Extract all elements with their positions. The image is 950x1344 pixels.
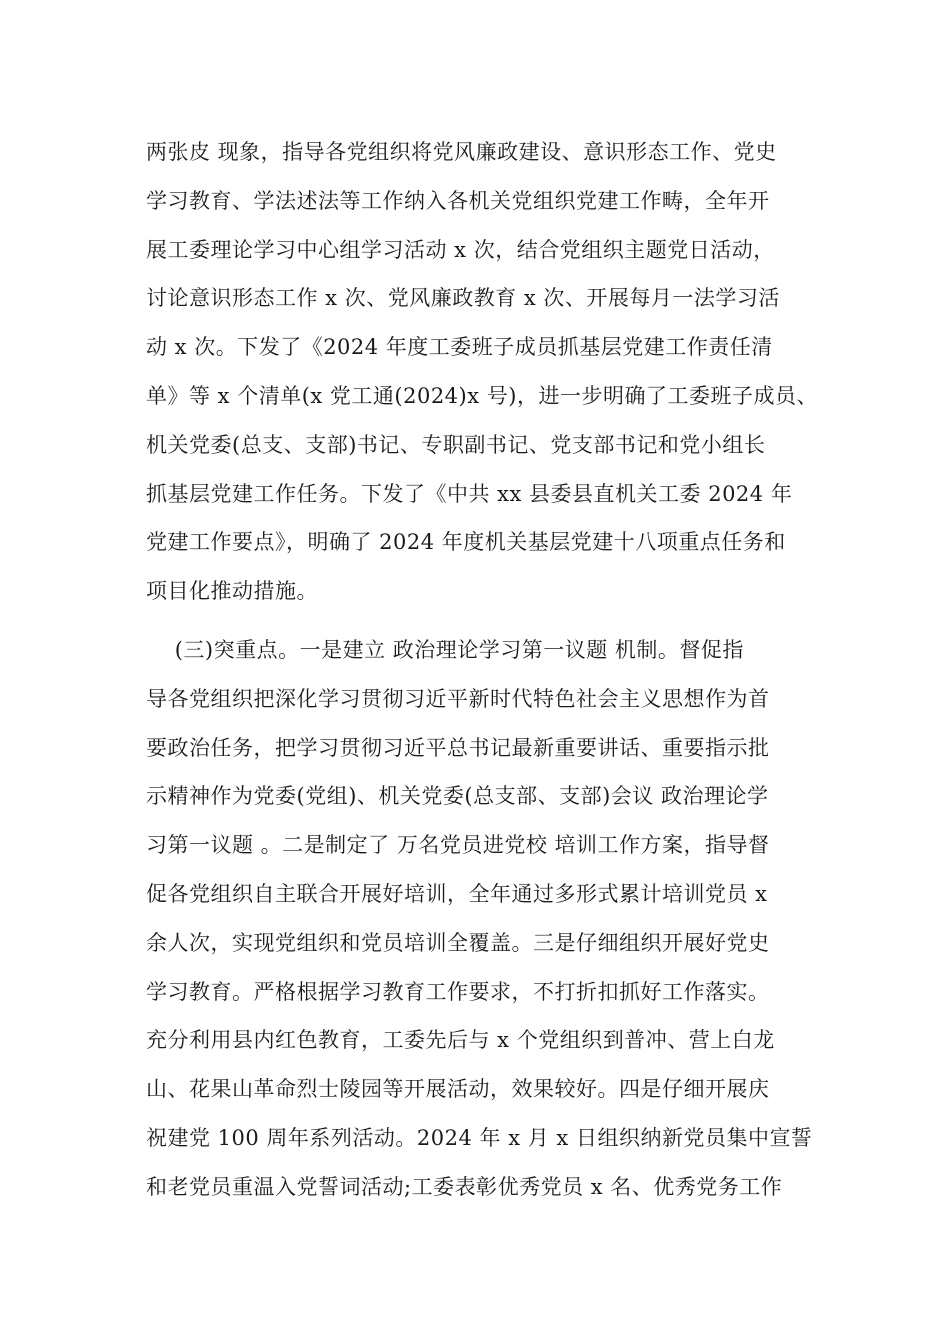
text-line: 动 x 次。下发了《2024 年度工委班子成员抓基层党建工作责任清 xyxy=(146,335,773,360)
text-line: 学习教育。严格根据学习教育工作要求，不打折扣抓好工作落实。 xyxy=(146,979,770,1004)
text-line: 学习教育、学法述法等工作纳入各机关党组织党建工作畴，全年开 xyxy=(146,188,770,213)
text-line: 展工委理论学习中心组学习活动 x 次，结合党组织主题党日活动， xyxy=(146,237,775,262)
text-line: 项目化推动措施。 xyxy=(146,579,318,604)
text-line: 示精神作为党委(党组)、机关党委(总支部、支部)会议 政治理论学 xyxy=(146,784,769,809)
text-line: 抓基层党建工作任务。下发了《中共 xx 县委县直机关工委 2024 年 xyxy=(146,481,793,506)
text-line: 党建工作要点》，明确了 2024 年度机关基层党建十八项重点任务和 xyxy=(146,530,786,555)
paragraph-continuation xyxy=(146,128,818,616)
paragraph-key-points xyxy=(146,626,813,1212)
text-line: 充分利用县内红色教育，工委先后与 x 个党组织到普冲、营上白龙 xyxy=(146,1028,775,1053)
text-line: 要政治任务，把学习贯彻习近平总书记最新重要讲话、重要指示批 xyxy=(146,735,770,760)
text-line: 两张皮 现象，指导各党组织将党风廉政建设、意识形态工作、党史 xyxy=(146,140,777,164)
text-line: 习第一议题 。二是制定了 万名党员进党校 培训工作方案，指导督 xyxy=(146,833,770,858)
text-line: 讨论意识形态工作 x 次、党风廉政教育 x 次、开展每月一法学习活 xyxy=(146,286,780,311)
text-line: 导各党组织把深化学习贯彻习近平新时代特色社会主义思想作为首 xyxy=(146,686,770,711)
text-line: (三)突重点。一是建立 政治理论学习第一议题 机制。督促指 xyxy=(146,638,744,662)
text-line: 祝建党 100 周年系列活动。2024 年 x 月 x 日组织纳新党员集中宣誓 xyxy=(146,1125,813,1150)
text-line: 机关党委(总支、支部)书记、专职副书记、党支部书记和党小组长 xyxy=(146,432,766,457)
text-line: 和老党员重温入党誓词活动;工委表彰优秀党员 x 名、优秀党务工作 xyxy=(146,1174,783,1199)
text-line: 单》等 x 个清单(x 党工通(2024)x 号)，进一步明确了工委班子成员、 xyxy=(146,383,818,408)
text-line: 促各党组织自主联合开展好培训，全年通过多形式累计培训党员 x xyxy=(146,881,768,906)
text-line: 余人次，实现党组织和党员培训全覆盖。三是仔细组织开展好党史 xyxy=(146,930,770,955)
text-line: 山、花果山革命烈士陵园等开展活动，效果较好。四是仔细开展庆 xyxy=(146,1077,770,1102)
